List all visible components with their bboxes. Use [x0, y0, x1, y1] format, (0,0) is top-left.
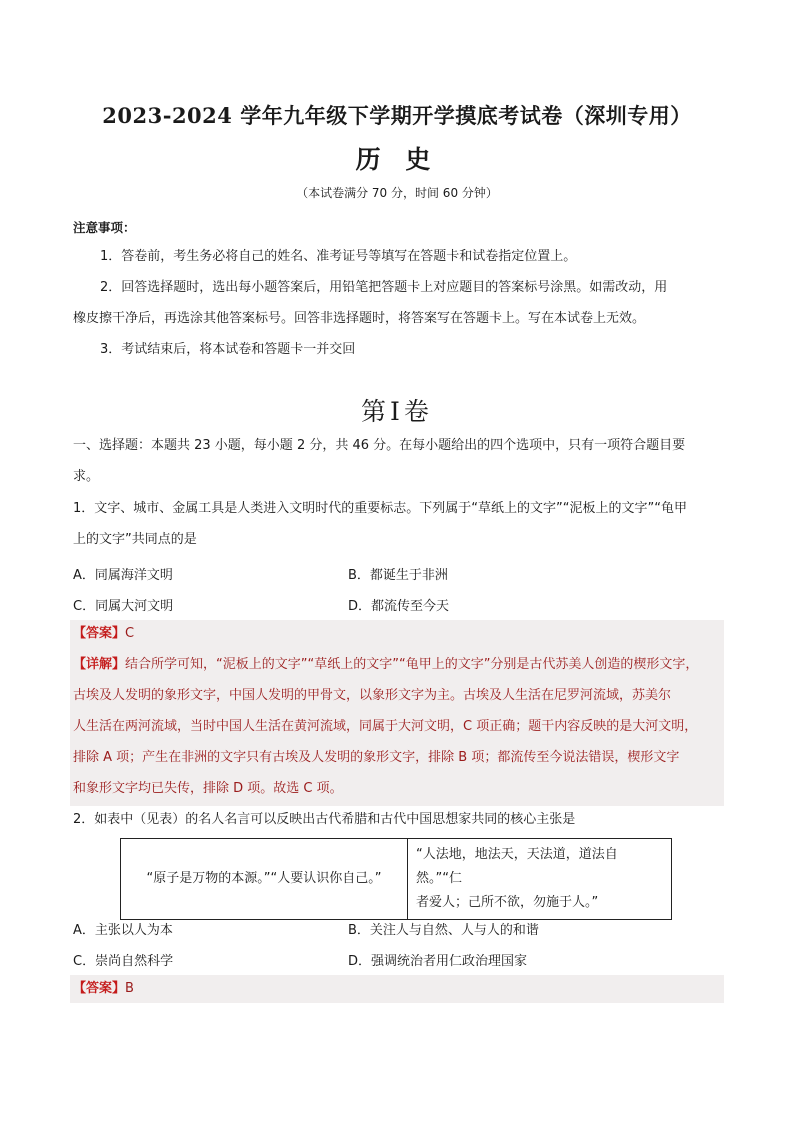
q1-answer-box	[70, 620, 724, 806]
volume-heading: 第Ⅰ卷	[361, 397, 433, 426]
subject-title: 历 史	[355, 145, 439, 174]
q2-answer-box	[70, 975, 724, 1003]
exam-note: （本试卷满分 70 分，时间 60 分钟）	[296, 186, 498, 200]
q1-stem-line-1: 1．文字、城市、金属工具是人类进入文明时代的重要标志。下列属于“草纸上的文字”“泥板上的文字”“龟甲	[73, 501, 687, 516]
q2-quote-china	[408, 839, 672, 920]
q1-detail-line-5: 和象形文字均已失传，排除 D 项。故选 C 项。	[73, 781, 343, 796]
q2-option-a: A．主张以人为本	[73, 923, 173, 938]
q1-detail-text-1: 结合所学可知，“泥板上的文字”“草纸上的文字”“龟甲上的文字”分别是古代苏美人创造的楔形文字，	[125, 657, 699, 672]
q2-option-d: D．强调统治者用仁政治理国家	[348, 954, 528, 969]
q1-option-b: B．都诞生于非洲	[348, 568, 448, 583]
q2-answer-tag: 【答案】	[73, 981, 126, 996]
q2-quote-china-line-1: “人法地，地法天，天法道，道法自然。”“仁	[416, 847, 618, 886]
q2-quote-row	[121, 839, 672, 920]
notice-item-1: 1．答卷前，考生务必将自己的姓名、准考证号等填写在答题卡和试卷指定位置上。	[100, 249, 577, 264]
q1-detail-line-4: 排除 A 项；产生在非洲的文字只有古埃及人发明的象形文字，排除 B 项；都流传至今说法错误，楔形文字	[73, 750, 680, 765]
section-heading-line-1: 一、选择题：本题共 23 小题，每小题 2 分，共 46 分。在每小题给出的四个选项中，只有一项符合题目要	[73, 438, 686, 453]
q2-quote-table	[120, 838, 672, 920]
q1-option-a: A．同属海洋文明	[73, 568, 173, 583]
q1-answer-tag: 【答案】	[73, 626, 126, 641]
q1-detail-line-3: 人生活在两河流域，当时中国人生活在黄河流域，同属于大河文明，C 项正确；题干内容反映的是大河文明，	[73, 719, 698, 734]
q1-detail-line-2: 古埃及人发明的象形文字，中国人发明的甲骨文，以象形文字为主。古埃及人生活在尼罗河流域，苏美尔	[73, 688, 672, 703]
q1-answer-value: C	[125, 626, 135, 641]
section-heading-line-2: 求。	[73, 469, 100, 484]
q1-answer	[73, 626, 134, 642]
q2-quote-china-line-2: 者爱人；己所不欲，勿施于人。”	[416, 895, 599, 910]
q2-answer-value: B	[125, 981, 134, 996]
notice-heading: 注意事项：	[73, 220, 136, 235]
q2-option-c: C．崇尚自然科学	[73, 954, 174, 969]
q2-answer	[73, 981, 134, 997]
q1-stem-line-2: 上的文字”共同点的是	[73, 532, 197, 547]
q1-option-d: D．都流传至今天	[348, 599, 450, 614]
q2-option-b: B．关注人与自然、人与人的和谐	[348, 923, 539, 938]
exam-title: 2023-2024 学年九年级下学期开学摸底考试卷（深圳专用）	[102, 103, 692, 128]
q1-detail-tag: 【详解】	[73, 657, 126, 672]
notice-item-2-line-1: 2．回答选择题时，选出每小题答案后，用铅笔把答题卡上对应题目的答案标号涂黑。如需改动，用	[100, 280, 668, 295]
q2-quote-greece: “原子是万物的本源。”“人要认识你自己。”	[121, 839, 408, 920]
q1-option-c: C．同属大河文明	[73, 599, 174, 614]
notice-item-3: 3．考试结束后，将本试卷和答题卡一并交回	[100, 342, 356, 357]
notice-item-2-line-2: 橡皮擦干净后，再选涂其他答案标号。回答非选择题时，将答案写在答题卡上。写在本试卷上无效。	[73, 311, 646, 326]
q2-stem: 2．如表中（见表）的名人名言可以反映出古代希腊和古代中国思想家共同的核心主张是	[73, 812, 576, 827]
q1-detail-line-1	[73, 657, 698, 673]
